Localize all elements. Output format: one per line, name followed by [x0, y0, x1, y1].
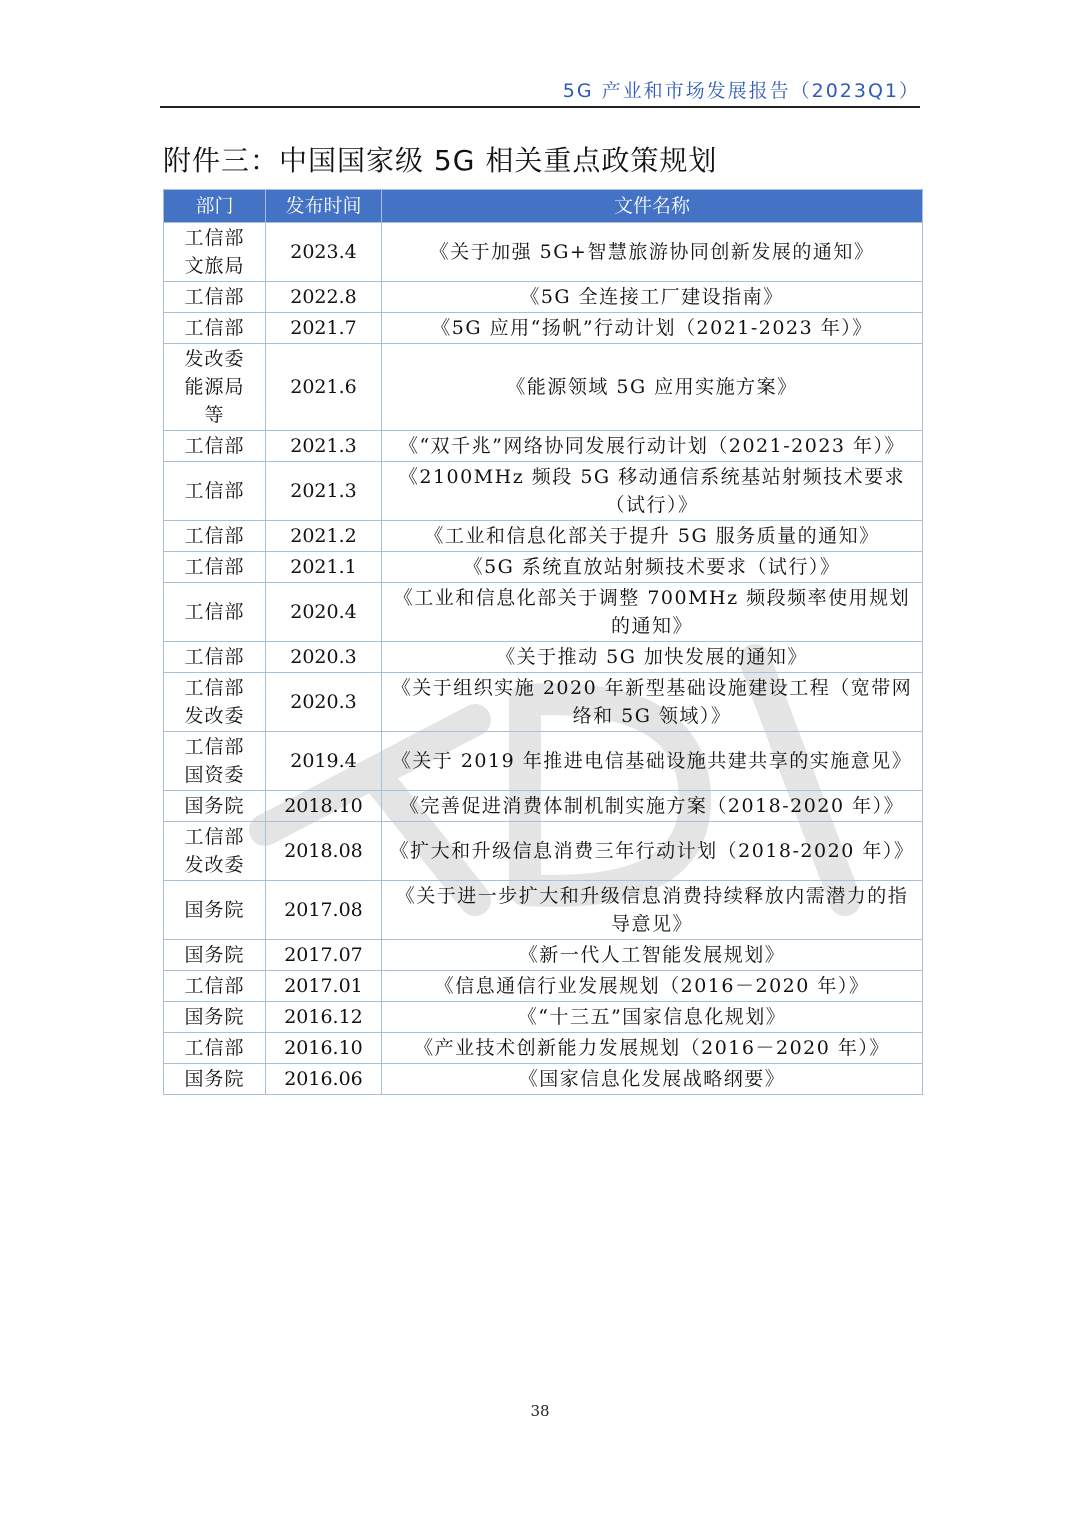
table-row: [164, 282, 923, 313]
date-cell: 2018.08: [266, 822, 382, 881]
column-header-dept: 部门: [164, 190, 266, 223]
title-cell: 《5G 系统直放站射频技术要求（试行）》: [382, 552, 923, 583]
date-cell: 2017.08: [266, 881, 382, 940]
table-row: [164, 732, 923, 791]
column-header-date: 发布时间: [266, 190, 382, 223]
date-cell: 2019.4: [266, 732, 382, 791]
table-row: [164, 881, 923, 940]
date-cell: 2016.06: [266, 1064, 382, 1095]
title-cell: 《关于进一步扩大和升级信息消费持续释放内需潜力的指导意见》: [382, 881, 923, 940]
title-cell: 《国家信息化发展战略纲要》: [382, 1064, 923, 1095]
title-cell: 《2100MHz 频段 5G 移动通信系统基站射频技术要求（试行）》: [382, 462, 923, 521]
title-cell: 《信息通信行业发展规划（2016－2020 年）》: [382, 971, 923, 1002]
header-rule: [160, 106, 920, 108]
policy-table: [163, 189, 923, 1095]
table-row: [164, 642, 923, 673]
table-row: [164, 1002, 923, 1033]
table-row: [164, 462, 923, 521]
table-row: [164, 822, 923, 881]
dept-cell: 工信部 发改委: [164, 673, 266, 732]
table-row: [164, 223, 923, 282]
table-row: [164, 1064, 923, 1095]
title-cell: 《关于组织实施 2020 年新型基础设施建设工程（宽带网络和 5G 领域）》: [382, 673, 923, 732]
table-row: [164, 431, 923, 462]
title-cell: 《完善促进消费体制机制实施方案（2018-2020 年）》: [382, 791, 923, 822]
date-cell: 2021.2: [266, 521, 382, 552]
table-row: [164, 521, 923, 552]
table-row: [164, 940, 923, 971]
page-number: 38: [530, 1402, 550, 1420]
date-cell: 2021.6: [266, 344, 382, 431]
date-cell: 2021.7: [266, 313, 382, 344]
title-cell: 《5G 全连接工厂建设指南》: [382, 282, 923, 313]
dept-cell: 国务院: [164, 1064, 266, 1095]
dept-cell: 国务院: [164, 881, 266, 940]
dept-cell: 工信部: [164, 462, 266, 521]
date-cell: 2020.3: [266, 673, 382, 732]
title-cell: 《扩大和升级信息消费三年行动计划（2018-2020 年）》: [382, 822, 923, 881]
date-cell: 2016.12: [266, 1002, 382, 1033]
page-title: 附件三：中国国家级 5G 相关重点政策规划: [163, 144, 718, 177]
title-cell: 《关于推动 5G 加快发展的通知》: [382, 642, 923, 673]
dept-cell: 工信部: [164, 552, 266, 583]
dept-cell: 国务院: [164, 1002, 266, 1033]
date-cell: 2020.3: [266, 642, 382, 673]
table-header-row: [164, 190, 923, 223]
dept-cell: 国务院: [164, 791, 266, 822]
date-cell: 2017.01: [266, 971, 382, 1002]
title-cell: 《5G 应用“扬帆”行动计划（2021-2023 年）》: [382, 313, 923, 344]
title-cell: 《“十三五”国家信息化规划》: [382, 1002, 923, 1033]
title-cell: 《产业技术创新能力发展规划（2016－2020 年）》: [382, 1033, 923, 1064]
date-cell: 2016.10: [266, 1033, 382, 1064]
title-cell: 《“双千兆”网络协同发展行动计划（2021-2023 年）》: [382, 431, 923, 462]
dept-cell: 发改委 能源局 等: [164, 344, 266, 431]
running-header: 5G 产业和市场发展报告（2023Q1）: [562, 80, 920, 102]
dept-cell: 工信部: [164, 1033, 266, 1064]
table-row: [164, 313, 923, 344]
title-cell: 《工业和信息化部关于提升 5G 服务质量的通知》: [382, 521, 923, 552]
dept-cell: 工信部: [164, 971, 266, 1002]
dept-cell: 工信部: [164, 431, 266, 462]
table-row: [164, 344, 923, 431]
date-cell: 2017.07: [266, 940, 382, 971]
title-cell: 《工业和信息化部关于调整 700MHz 频段频率使用规划的通知》: [382, 583, 923, 642]
title-cell: 《能源领域 5G 应用实施方案》: [382, 344, 923, 431]
dept-cell: 工信部: [164, 521, 266, 552]
date-cell: 2023.4: [266, 223, 382, 282]
table-row: [164, 673, 923, 732]
dept-cell: 国务院: [164, 940, 266, 971]
date-cell: 2020.4: [266, 583, 382, 642]
title-cell: 《关于 2019 年推进电信基础设施共建共享的实施意见》: [382, 732, 923, 791]
table-row: [164, 583, 923, 642]
title-cell: 《新一代人工智能发展规划》: [382, 940, 923, 971]
dept-cell: 工信部: [164, 642, 266, 673]
table-row: [164, 791, 923, 822]
date-cell: 2018.10: [266, 791, 382, 822]
dept-cell: 工信部 文旅局: [164, 223, 266, 282]
dept-cell: 工信部 发改委: [164, 822, 266, 881]
title-cell: 《关于加强 5G+智慧旅游协同创新发展的通知》: [382, 223, 923, 282]
dept-cell: 工信部: [164, 583, 266, 642]
date-cell: 2022.8: [266, 282, 382, 313]
table-row: [164, 1033, 923, 1064]
table-row: [164, 552, 923, 583]
date-cell: 2021.1: [266, 552, 382, 583]
dept-cell: 工信部: [164, 313, 266, 344]
column-header-title: 文件名称: [382, 190, 923, 223]
date-cell: 2021.3: [266, 462, 382, 521]
date-cell: 2021.3: [266, 431, 382, 462]
dept-cell: 工信部 国资委: [164, 732, 266, 791]
dept-cell: 工信部: [164, 282, 266, 313]
table-row: [164, 971, 923, 1002]
